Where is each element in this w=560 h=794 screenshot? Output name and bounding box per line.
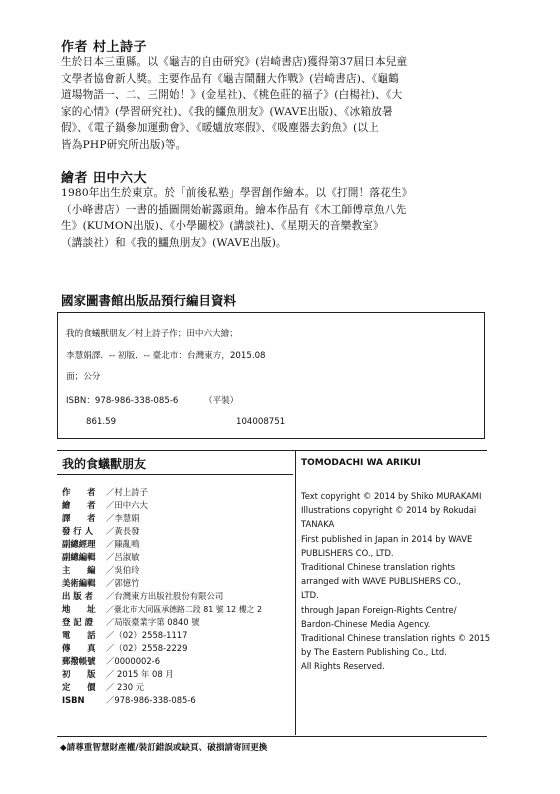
- row-value: ／黃長發: [106, 526, 140, 536]
- illustrator-bio: [61, 185, 413, 251]
- illustrator-bio-line: 1980年出生於東京。於「前後私塾」學習創作繪本。以《打開！落花生》: [61, 187, 413, 199]
- row-value: ／村上詩子: [106, 487, 148, 497]
- illustrator-bio-line: 生》(KUMON出版)、《小學關校》(講談社)、《星期天的音樂教室》: [61, 220, 384, 232]
- colophon-row: [62, 551, 262, 564]
- english-line: LTD.: [301, 590, 319, 601]
- cip-record-number: 104008751: [236, 417, 286, 427]
- row-label: 定 價: [62, 682, 96, 692]
- bottom-rule: [57, 736, 487, 737]
- author-bio: [61, 54, 407, 153]
- row-label: 主 編: [62, 565, 96, 575]
- cip-class-number: 861.59: [86, 417, 117, 427]
- cip-line-1: 我的食蟻獸朋友／村上詩子作；田中六大繪；: [66, 329, 238, 339]
- row-label: 地 址: [62, 604, 96, 614]
- row-value: ／0000002-6: [106, 656, 161, 666]
- row-value: ／臺北市大同區承德路二段 81 號 12 樓之 2: [106, 605, 263, 614]
- english-title: TOMODACHI WA ARIKUI: [301, 458, 421, 468]
- english-line: Traditional Chinese translation rights: [301, 562, 456, 573]
- row-value: ／李慧娟: [106, 513, 140, 523]
- book-title: 我的食蟻獸朋友: [62, 457, 147, 471]
- cip-isbn: ISBN：978-986-338-085-6: [66, 396, 179, 406]
- cip-box: [57, 312, 485, 439]
- author-bio-line: 家的心情》(學習研究社)、《我的鱷魚朋友》(WAVE出版)、《冰箱放暑: [61, 105, 393, 118]
- row-value: ／田中六大: [106, 500, 148, 510]
- cip-line-3: 面；公分: [66, 372, 101, 382]
- row-value: ／978-986-338-085-6: [106, 695, 196, 705]
- colophon-row: [62, 681, 262, 694]
- row-value: ／吳伯玲: [106, 565, 140, 575]
- illustrator-heading: 繪者 田中六大: [61, 171, 148, 186]
- cip-line-2: 李慧娟譯．-- 初版．-- 臺北市：台灣東方，2015.08: [66, 351, 266, 361]
- row-value: ／（02）2558-2229: [106, 643, 188, 653]
- colophon-row: [62, 603, 262, 616]
- english-rights: [301, 489, 490, 674]
- colophon-row: [62, 668, 262, 681]
- colophon-row: [62, 616, 262, 629]
- title-underline: [57, 474, 293, 475]
- english-line: First published in Japan in 2014 by WAVE: [301, 533, 473, 544]
- colophon-list: [62, 486, 262, 707]
- copyright-notice: ◆請尊重智慧財產權/裝訂錯誤或缺頁、破損請寄回更換: [60, 743, 268, 753]
- row-label: 發 行 人: [62, 526, 93, 536]
- colophon-row: [62, 590, 262, 603]
- english-line: Text copyright © 2014 by Shiko MURAKAMI: [301, 491, 482, 501]
- row-label: 美術編輯: [62, 578, 96, 588]
- colophon-row: [62, 642, 262, 655]
- row-label: 初 版: [62, 669, 96, 679]
- row-value: ／台灣東方出版社股份有限公司: [106, 591, 224, 601]
- colophon-row: [62, 694, 262, 707]
- english-line: Bardon-Chinese Media Agency.: [301, 618, 431, 629]
- row-label: ISBN: [62, 695, 85, 705]
- row-value: ／陳亂鳴: [106, 539, 140, 549]
- row-label: 副總編輯: [62, 552, 96, 562]
- colophon-row: [62, 577, 262, 590]
- row-value: ／郭憶竹: [106, 578, 140, 588]
- illustrator-bio-line: （講談社）和《我的鱷魚朋友》(WAVE出版)。: [61, 236, 287, 249]
- row-value: ／ 2015 年 08 月: [106, 669, 174, 679]
- english-line: Traditional Chinese translation rights © 2015: [301, 633, 491, 644]
- row-label: 作 者: [62, 487, 96, 497]
- author-heading: 作者 村上詩子: [61, 40, 148, 55]
- author-bio-line: 假》、《電子鍋參加運動會》、《暖爐放寒假》、《吸塵器去釣魚》(以上: [61, 122, 379, 134]
- colophon-row: [62, 538, 262, 551]
- row-value: ／局版臺業字第 0840 號: [106, 617, 200, 627]
- colophon-row: [62, 564, 262, 577]
- english-line: Illustrations copyright © 2014 by Rokudai: [301, 505, 477, 516]
- colophon-row: [62, 486, 262, 499]
- colophon-row: [62, 499, 262, 512]
- author-bio-line: 皆為PHP研究所出版)等。: [61, 138, 187, 151]
- author-bio-line: 生於日本三重縣。以《龜吉的自由研究》(岩崎書店)獲得第37屆日本兒童: [61, 56, 408, 68]
- author-bio-line: 文學者協會新人獎。主要作品有《龜吉鬧翻大作戰》(岩崎書店)、《龜鶴: [61, 72, 399, 85]
- row-label: 登 記 證: [62, 617, 93, 627]
- row-label: 出 版 者: [62, 591, 93, 601]
- row-label: 郵撥帳號: [62, 656, 96, 666]
- english-line: by The Eastern Publishing Co., Ltd.: [301, 647, 447, 658]
- row-label: 譯 者: [62, 513, 96, 523]
- colophon-row: [62, 525, 262, 538]
- row-label: 副總經理: [62, 539, 96, 549]
- row-label: 電 話: [62, 630, 96, 640]
- row-value: ／（02）2558-1117: [106, 630, 188, 640]
- colophon-row: [62, 655, 262, 668]
- colophon-row: [62, 629, 262, 642]
- english-line: PUBLISHERS CO., LTD.: [301, 547, 394, 558]
- row-value: ／呂淑敏: [106, 552, 140, 562]
- english-line: All Rights Reserved.: [301, 661, 385, 672]
- cip-binding: （平裝）: [204, 396, 239, 406]
- top-rule: [57, 450, 487, 451]
- english-line: TANAKA: [301, 519, 335, 530]
- cip-title: 國家圖書館出版品預行編目資料: [61, 293, 237, 308]
- illustrator-bio-line: （小峰書店）一書的插圖開始嶄露頭角。繪本作品有《木工師傅章魚八先: [61, 203, 407, 216]
- row-label: 繪 者: [62, 500, 96, 510]
- row-value: ／ 230 元: [106, 682, 145, 692]
- center-divider: [295, 450, 296, 735]
- english-line: arranged with WAVE PUBLISHERS CO.,: [301, 576, 462, 587]
- english-line: through Japan Foreign-Rights Centre/: [301, 604, 457, 615]
- row-label: 傳 真: [62, 643, 96, 653]
- colophon-row: [62, 512, 262, 525]
- author-bio-line: 道場物語一、二、三開始！》(金星社)、《桃色莊的福子》(白楊社)、《大: [61, 89, 403, 101]
